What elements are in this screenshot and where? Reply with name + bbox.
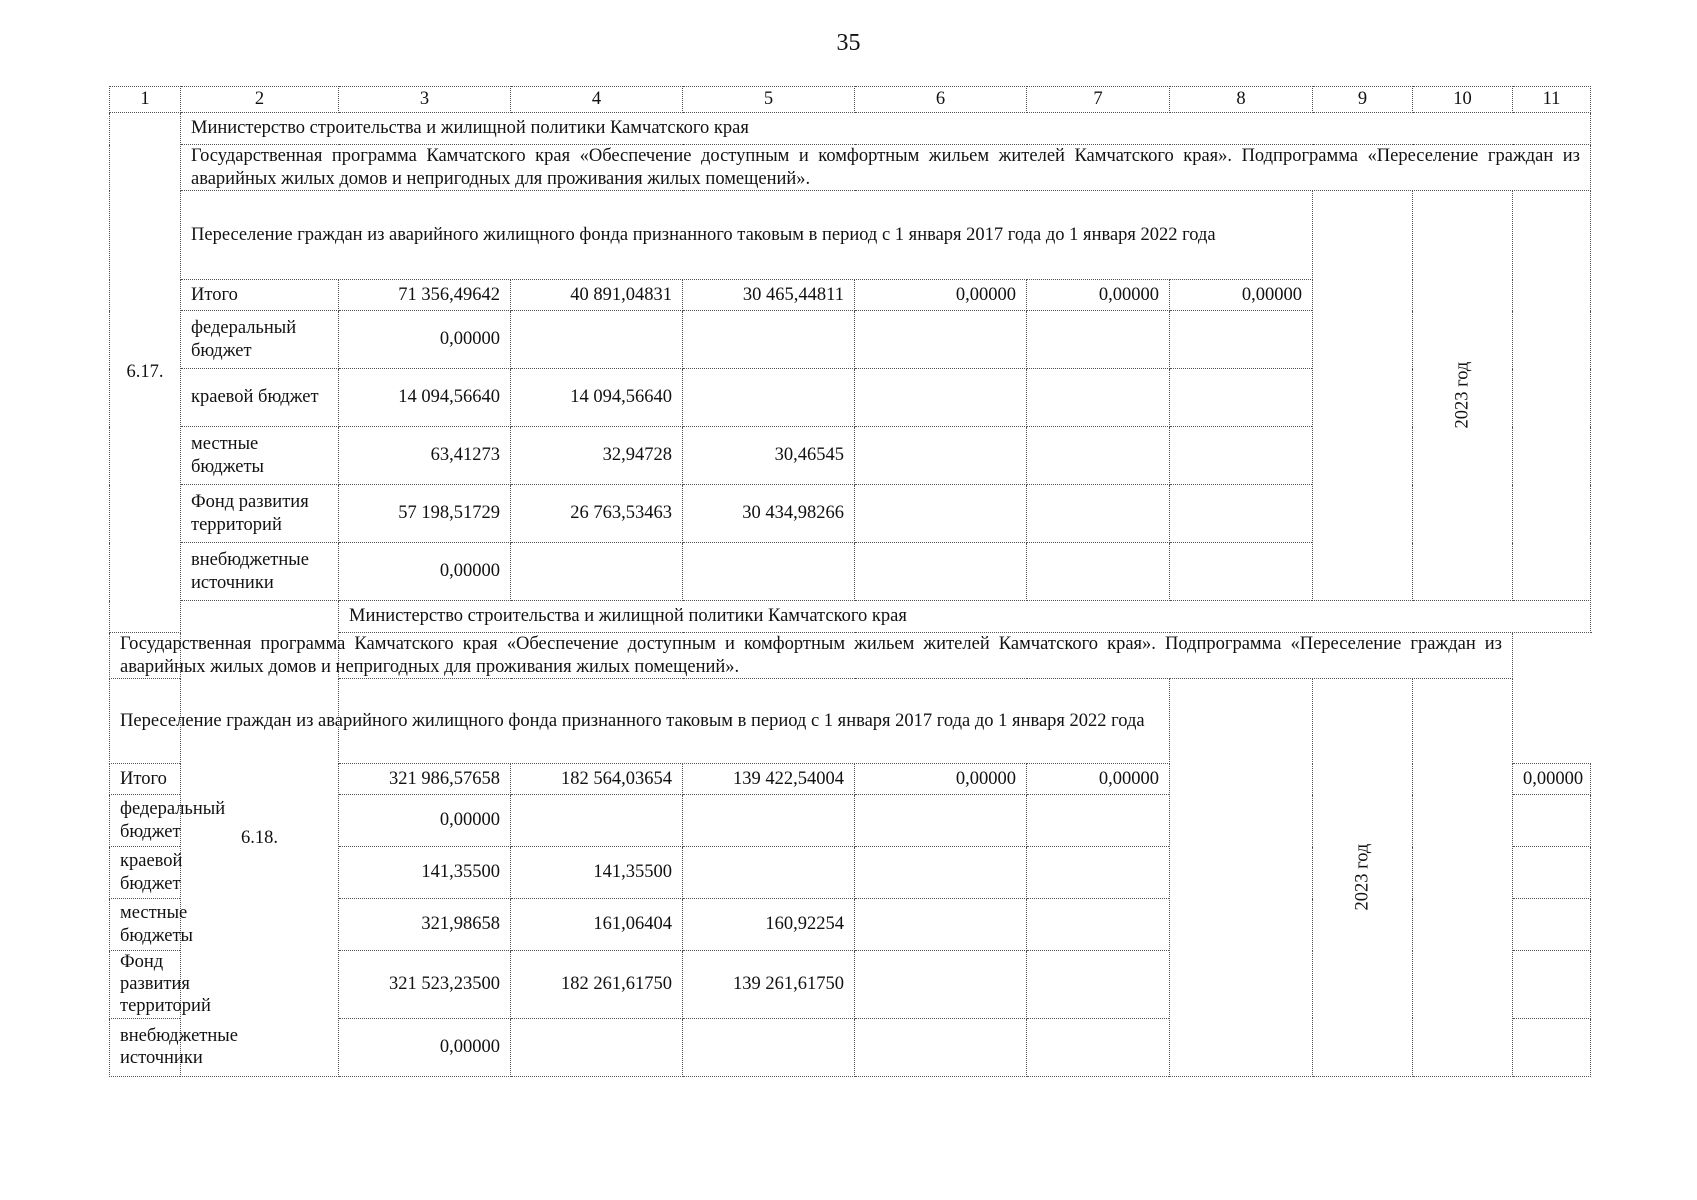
value-cell: 14 094,56640 [511, 369, 683, 427]
program-name: Государственная программа Камчатского края «Обеспечение доступным и комфортным жильем жителей Камчатского края». Подпрограмма «Переселение граждан из аварийных жилых домов и непригодных для проживания жилых помещений». [110, 633, 1513, 679]
row-label: местные бюджеты [110, 899, 181, 951]
value-cell [1170, 311, 1313, 369]
header-cell: 9 [1313, 87, 1413, 113]
value-cell: 182 564,03654 [511, 764, 683, 795]
budget-table [109, 86, 1591, 1077]
value-cell [1027, 427, 1170, 485]
value-cell: 57 198,51729 [339, 485, 511, 543]
section-number: 6.18. [181, 601, 339, 1077]
value-cell [1513, 795, 1591, 847]
value-cell [855, 311, 1027, 369]
year-label: 2023 год [1452, 362, 1473, 429]
value-cell [1027, 1018, 1170, 1076]
row-label: Итого [181, 280, 339, 311]
header-row [110, 87, 1591, 113]
value-cell [1027, 369, 1170, 427]
header-cell: 5 [683, 87, 855, 113]
year-label: 2023 год [1352, 843, 1373, 911]
value-cell: 141,35500 [511, 847, 683, 899]
value-cell: 0,00000 [339, 795, 511, 847]
value-cell: 0,00000 [339, 543, 511, 601]
value-cell: 0,00000 [1027, 764, 1170, 795]
header-cell: 8 [1170, 87, 1313, 113]
row-label: федеральный бюджет [110, 795, 181, 847]
value-cell: 30,46545 [683, 427, 855, 485]
col11-cell [1513, 191, 1591, 601]
value-cell [1170, 369, 1313, 427]
value-cell: 14 094,56640 [339, 369, 511, 427]
header-cell: 7 [1027, 87, 1170, 113]
row-label: Фонд развития территорий [181, 485, 339, 543]
value-cell [1170, 485, 1313, 543]
value-cell: 0,00000 [1513, 764, 1591, 795]
header-cell: 1 [110, 87, 181, 113]
value-cell: 321,98658 [339, 899, 511, 951]
value-cell [683, 1018, 855, 1076]
value-cell [855, 369, 1027, 427]
year-cell [1413, 191, 1513, 601]
value-cell: 40 891,04831 [511, 280, 683, 311]
value-cell [683, 543, 855, 601]
value-cell [855, 485, 1027, 543]
value-cell: 0,00000 [339, 1018, 511, 1076]
value-cell: 321 523,23500 [339, 951, 511, 1019]
col11-cell [1413, 679, 1513, 1077]
value-cell: 0,00000 [1170, 280, 1313, 311]
row-label: внебюджетные источники [181, 543, 339, 601]
value-cell [1027, 795, 1170, 847]
value-cell [855, 795, 1027, 847]
header-cell: 6 [855, 87, 1027, 113]
row-label: внебюджетные источники [110, 1018, 181, 1076]
value-cell: 0,00000 [339, 311, 511, 369]
value-cell: 160,92254 [683, 899, 855, 951]
value-cell [1513, 899, 1591, 951]
ministry-name: Министерство строительства и жилищной политики Камчатского края [181, 113, 1591, 145]
value-cell [1170, 543, 1313, 601]
value-cell [511, 543, 683, 601]
value-cell: 30 434,98266 [683, 485, 855, 543]
value-cell: 139 261,61750 [683, 951, 855, 1019]
value-cell [1027, 951, 1170, 1019]
header-cell: 11 [1513, 87, 1591, 113]
value-cell [1027, 543, 1170, 601]
value-cell [683, 795, 855, 847]
header-cell: 3 [339, 87, 511, 113]
value-cell: 161,06404 [511, 899, 683, 951]
value-cell: 321 986,57658 [339, 764, 511, 795]
value-cell [855, 847, 1027, 899]
value-cell [511, 1018, 683, 1076]
value-cell [1170, 427, 1313, 485]
header-cell: 2 [181, 87, 339, 113]
year-cell [1313, 679, 1413, 1077]
value-cell: 30 465,44811 [683, 280, 855, 311]
value-cell [1027, 847, 1170, 899]
row-label: местные бюджеты [181, 427, 339, 485]
value-cell [511, 311, 683, 369]
value-cell [855, 1018, 1027, 1076]
col9-cell [1170, 679, 1313, 1077]
row-label: краевой бюджет [181, 369, 339, 427]
value-cell: 32,94728 [511, 427, 683, 485]
value-cell: 182 261,61750 [511, 951, 683, 1019]
value-cell [683, 311, 855, 369]
header-cell: 10 [1413, 87, 1513, 113]
value-cell [1027, 899, 1170, 951]
section-number: 6.17. [110, 113, 181, 633]
ministry-name: Министерство строительства и жилищной политики Камчатского края [339, 601, 1591, 633]
event-name: Переселение граждан из аварийного жилищного фонда признанного таковым в период с 1 января 2017 года до 1 января 2022 года [110, 679, 1170, 764]
value-cell [1027, 485, 1170, 543]
value-cell [1513, 1018, 1591, 1076]
value-cell [855, 899, 1027, 951]
value-cell [683, 847, 855, 899]
value-cell [1513, 847, 1591, 899]
value-cell [511, 795, 683, 847]
value-cell: 141,35500 [339, 847, 511, 899]
row-label: Итого [110, 764, 181, 795]
value-cell: 71 356,49642 [339, 280, 511, 311]
value-cell [683, 369, 855, 427]
value-cell: 0,00000 [855, 764, 1027, 795]
value-cell [855, 427, 1027, 485]
value-cell: 0,00000 [1027, 280, 1170, 311]
value-cell: 139 422,54004 [683, 764, 855, 795]
value-cell: 0,00000 [855, 280, 1027, 311]
header-cell: 4 [511, 87, 683, 113]
row-label: федеральный бюджет [181, 311, 339, 369]
value-cell [855, 543, 1027, 601]
value-cell: 63,41273 [339, 427, 511, 485]
row-label: Фонд развития территорий [110, 951, 181, 1019]
value-cell [855, 951, 1027, 1019]
value-cell: 26 763,53463 [511, 485, 683, 543]
col9-cell [1313, 191, 1413, 601]
row-label: краевой бюджет [110, 847, 181, 899]
program-name: Государственная программа Камчатского края «Обеспечение доступным и комфортным жильем жителей Камчатского края». Подпрограмма «Переселение граждан из аварийных жилых домов и непригодных для проживания жилых помещений». [181, 145, 1591, 191]
value-cell [1027, 311, 1170, 369]
event-name: Переселение граждан из аварийного жилищного фонда признанного таковым в период с 1 января 2017 года до 1 января 2022 года [181, 191, 1313, 280]
value-cell [1513, 951, 1591, 1019]
page-number: 35 [836, 30, 861, 56]
